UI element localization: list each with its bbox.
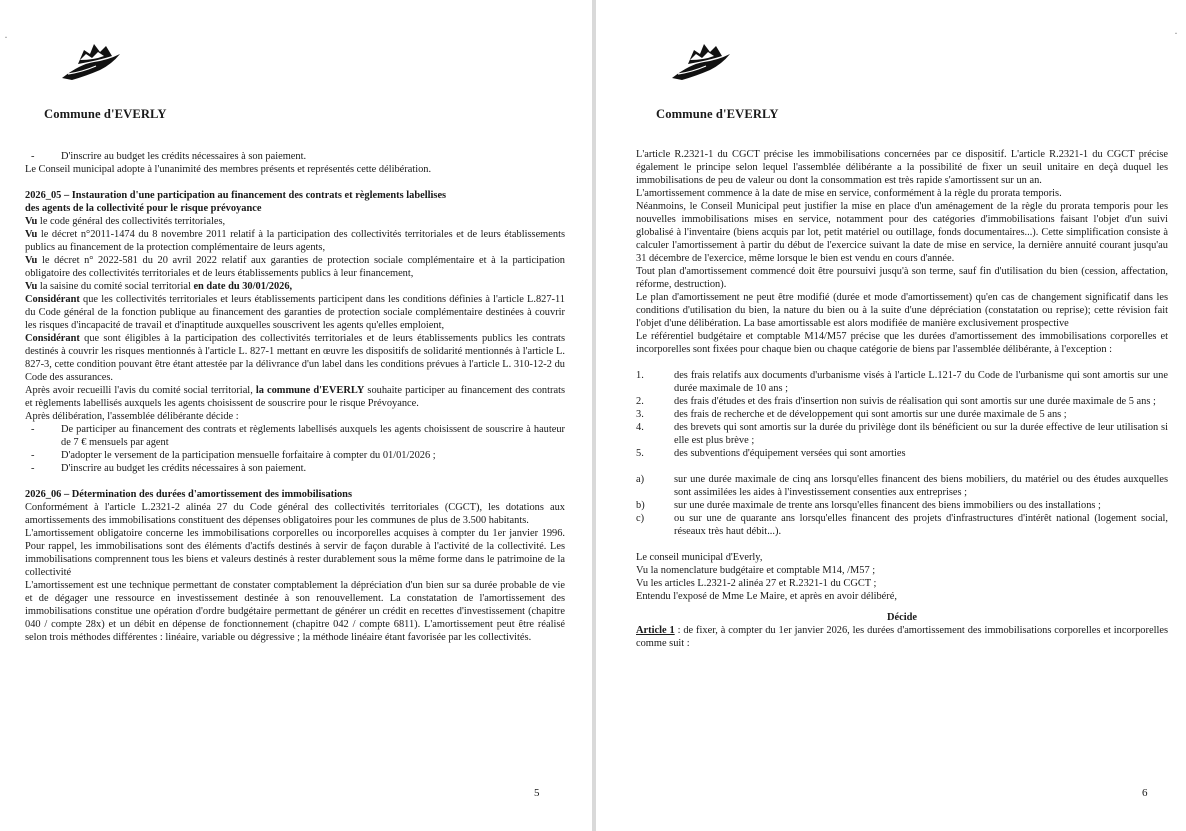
list-item: - D'inscrire au budget les crédits nécessaires à son paiement.: [31, 463, 307, 474]
paragraph: Vu la nomenclature budgétaire et comptable M14, /M57 ;: [636, 565, 876, 576]
decide-heading: Décide: [886, 612, 917, 623]
list-item: 3. des frais de recherche et de développement qui sont amortis sur une durée maximale de 5 ans ;: [636, 409, 1067, 420]
page-number: 6: [1142, 787, 1148, 799]
paragraph: L'amortissement obligatoire concerne les immobilisations corporelles ou incorporelles acquises à compter du 1er janvier 1996. Pour rappel, les immobilisations sont des éléments d'actifs destinés à servir de façon durable à l'activité de la collectivité. Les immobilisations comprennent tous les biens et valeurs destinés à rester durablement sous la même forme dans le patrimoine de la collectivité: [25, 528, 565, 578]
paragraph: Conformément à l'article L.2321-2 alinéa 27 du Code général des collectivités territoriales (CGCT), les dotations aux amortissements des immobilisations constituent des dépenses obligatoires pour les communes de plus de 3.500 habitants.: [25, 502, 565, 526]
paragraph: Considérant que sont éligibles à la participation des collectivités territoriales et de leurs établissements publics les contrats destinés à couvrir les risques mentionnés à l'article L. 827-1 mettant en œuvre les dispositifs de solidarité mentionnés à l'article L. 827-3, cette condition pouvant être étant attestée par la délivrance d'un label dans les conditions prévues à l'article L. 310-12-2 du Code des assurances.: [25, 333, 565, 383]
list-item: 1. des frais relatifs aux documents d'urbanisme visés à l'article L.121-7 du Code de l'urbanisme qui sont amortis sur une durée maximale de 10 ans ;: [636, 370, 1168, 394]
paragraph: Le plan d'amortissement ne peut être modifié (durée et mode d'amortissement) qu'en cas de changement significatif dans les conditions d'utilisation du bien, la nature du bien ou à la suite d'une dépréciation (constatation ou reprise); cette révision fait l'objet d'une délibération. La base amortissable est alors modifiée de manière exclusivement prospective: [636, 292, 1168, 329]
paragraph: Entendu l'exposé de Mme Le Maire, et après en avoir délibéré,: [636, 591, 897, 602]
list-item: - De participer au financement des contrats et règlements labellisés auxquels les agents choisissent de souscrire à hauteur de 7 € mensuels par agent: [31, 424, 565, 448]
scan-mark: ·: [1174, 26, 1178, 40]
list-item: - D'inscrire au budget les crédits nécessaires à son paiement.: [31, 151, 307, 162]
scan-mark: ·: [4, 30, 8, 44]
list-item: a) sur une durée maximale de cinq ans lorsqu'elles financent des biens mobiliers, du matériel ou des études auxquelles sont assimilées les aides à l'investissement consenties aux entreprises ;: [636, 474, 1168, 498]
paragraph: Après avoir recueilli l'avis du comité social territorial, la commune d'EVERLY souhaite participer au financement des contrats et règlements labellisés auxquels les agents choisissent de souscrire pour le risque Prévoyance.: [25, 385, 566, 409]
paragraph: Considérant que les collectivités territoriales et leurs établissements participent dans les conditions définies à l'article L.827-11 du Code général de la fonction publique au financement des garanties de protection sociale complémentaire destinées à couvrir les risques d'incapacité de travail et d'inaptitude auxquelles souscrivent les agents qu'elles emploient,: [25, 294, 565, 331]
page-6: [596, 0, 1186, 831]
commune-logo-icon: [60, 34, 130, 84]
paragraph: L'article R.2321-1 du CGCT précise les immobilisations concernées par ce dispositif. L'article R.2321-1 du CGCT précise également le principe selon lequel l'assemblée délibérante a la possibilité de fixer un seuil unitaire en deçà duquel les immobilisations de peu de valeur ou dont la consommation est très rapide s'amortissent sur un an.: [636, 149, 1168, 186]
section-heading: 2026_05 – Instauration d'une participation au financement des contrats et règlements labellises: [25, 190, 447, 201]
paragraph: Vu le code général des collectivités territoriales,: [25, 216, 226, 227]
paragraph: Vu le décret n° 2022-581 du 20 avril 2022 relatif aux garanties de protection sociale complémentaire et à la participation obligatoire des collectivités territoriales et de leurs établissements publics à leur financement,: [25, 255, 565, 279]
commune-logo-icon: [670, 34, 740, 84]
list-item: c) ou sur une de quarante ans lorsqu'elles financent des projets d'infrastructures d'intérêt national (logement social, réseaux très haut débit...).: [636, 513, 1168, 537]
section-heading: des agents de la collectivité pour le risque prévoyance: [25, 203, 262, 214]
list-item: 5. des subventions d'équipement versées qui sont amorties: [636, 448, 906, 459]
paragraph: Le conseil municipal d'Everly,: [636, 552, 763, 563]
page-5: [0, 0, 592, 831]
list-item: 2. des frais d'études et des frais d'insertion non suivis de réalisation qui sont amortis sur une durée maximale de 5 ans ;: [636, 396, 1156, 407]
paragraph: Après délibération, l'assemblée délibérante décide :: [25, 411, 239, 422]
paragraph: Le référentiel budgétaire et comptable M14/M57 précise que les durées d'amortissement des immobilisations corporelles et incorporelles sont fixées pour chaque bien ou chaque catégorie de biens par l'assemblée délibérante, à l'exception :: [636, 331, 1168, 355]
document-body: [636, 148, 1168, 650]
section-heading: 2026_06 – Détermination des durées d'amortissement des immobilisations: [25, 489, 353, 500]
paragraph: Vu la saisine du comité social territorial en date du 30/01/2026,: [25, 281, 293, 292]
paragraph: L'amortissement commence à la date de mise en service, conformément à la règle du prorata temporis.: [636, 188, 1062, 199]
commune-title: Commune d'EVERLY: [656, 107, 779, 121]
paragraph: L'amortissement est une technique permettant de constater comptablement la dépréciation d'un bien sur sa durée probable de vie et de dégager une ressource en investissement destinée à son renouvellement. La constatation de l'amortissement des immobilisations constitue une opération d'ordre budgétaire permettant de générer un crédit en recettes d'investissement (chapitre 040 / compte 28x) et un débit en dépense de fonctionnement (chapitre 042 / compte 6811). L'amortissement peut être réalisé selon trois méthodes différentes : linéaire, variable ou dégressive ; la méthode linéaire étant favorisée par les collectivités.: [25, 580, 565, 643]
commune-title: Commune d'EVERLY: [44, 107, 167, 121]
paragraph: Vu les articles L.2321-2 alinéa 27 et R.2321-1 du CGCT ;: [636, 578, 877, 589]
paragraph: Néanmoins, le Conseil Municipal peut justifier la mise en place d'un aménagement de la règle du prorata temporis pour les nouvelles immobilisations mises en service, notamment pour des catégories d'immobilisations faisant l'objet d'un suivi globalisé à l'inventaire (biens acquis par lot, petit matériel ou outillage, fonds documentaires...). Cette simplification consiste à calculer l'amortissement à partir du début de l'exercice suivant la date de mise en service, la dernière annuité courant jusqu'au 31 décembre de l'exercice, même lorsque le bien est vendu en cours d'année.: [636, 201, 1168, 264]
list-item: 4. des brevets qui sont amortis sur la durée du privilège dont ils bénéficient ou sur la durée effective de leur utilisation si elle est plus brève ;: [636, 422, 1168, 446]
paragraph: Le Conseil municipal adopte à l'unanimité des membres présents et représentés cette délibération.: [25, 164, 432, 175]
paragraph: Vu le décret n°2011-1474 du 8 novembre 2011 relatif à la participation des collectivités territoriales et de leurs établissements publics au financement de la protection complémentaire de leurs agents,: [25, 229, 565, 253]
list-item: - D'adopter le versement de la participation mensuelle forfaitaire à compter du 01/01/2026 ;: [31, 450, 436, 461]
list-item: b) sur une durée maximale de trente ans lorsqu'elles financent des biens immobiliers ou des installations ;: [636, 500, 1101, 511]
article-paragraph: Article 1 : de fixer, à compter du 1er janvier 2026, les durées d'amortissement des immobilisations corporelles et incorporelles comme suit :: [636, 625, 1168, 649]
paragraph: Tout plan d'amortissement commencé doit être poursuivi jusqu'à son terme, sauf fin d'utilisation du bien (cession, affectation, réforme, destruction).: [636, 266, 1168, 290]
page-number: 5: [534, 787, 540, 799]
document-body: [25, 150, 565, 644]
